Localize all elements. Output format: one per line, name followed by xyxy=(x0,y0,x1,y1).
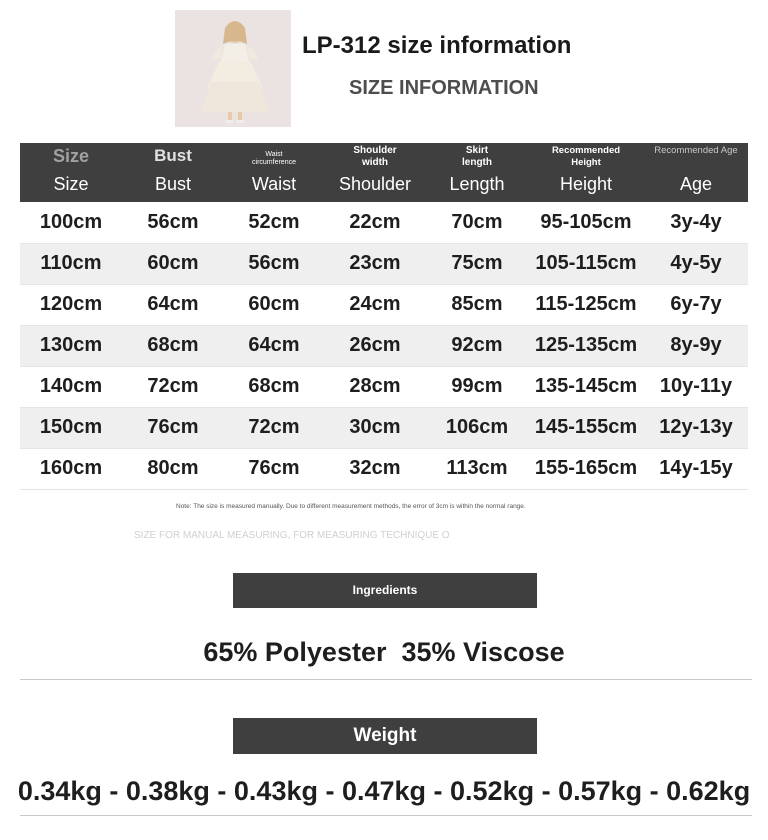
product-photo xyxy=(175,10,291,127)
table-row xyxy=(20,202,748,243)
cell-length: 92cm xyxy=(426,325,528,366)
cell-size: 110cm xyxy=(20,243,122,284)
cell-waist: 52cm xyxy=(224,202,324,243)
girl-dress-illustration xyxy=(175,10,291,127)
weight-values: 0.34kg - 0.38kg - 0.43kg - 0.47kg - 0.52kg - 0.57kg - 0.62kg xyxy=(17,776,751,806)
cell-age: 12y-13y xyxy=(644,407,748,448)
cell-shoulder: 24cm xyxy=(324,284,426,325)
cell-shoulder: 32cm xyxy=(324,448,426,489)
column-header-length-label: Length xyxy=(449,174,505,194)
cell-shoulder: 28cm xyxy=(324,366,426,407)
cell-length: 70cm xyxy=(426,202,528,243)
fabric-composition: 65% Polyester 35% Viscose xyxy=(203,637,565,667)
cell-age: 14y-15y xyxy=(644,448,748,489)
cell-length: 85cm xyxy=(426,284,528,325)
cell-size: 120cm xyxy=(20,284,122,325)
ingredients-heading: Ingredients xyxy=(233,573,537,608)
faint-watermark-text: SIZE FOR MANUAL MEASURING, FOR MEASURING TECHNIQUE O xyxy=(134,530,450,541)
table-row xyxy=(20,366,748,407)
cell-length: 106cm xyxy=(426,407,528,448)
divider xyxy=(20,679,752,680)
cell-height: 125-135cm xyxy=(528,325,644,366)
column-header-waist-label: Waist xyxy=(251,174,297,194)
column-header-length-top: Skirt length xyxy=(462,145,492,168)
column-header-height-label: Height xyxy=(559,174,613,194)
column-header-size-label: Size xyxy=(53,174,89,194)
column-header-size-top: Size xyxy=(52,146,90,166)
cell-shoulder: 30cm xyxy=(324,407,426,448)
column-header-waist-top: Waist circumference xyxy=(252,151,296,166)
column-header-shoulder-label: Shoulder xyxy=(338,174,412,194)
table-row xyxy=(20,243,748,284)
page-title: LP-312 size information xyxy=(302,32,572,59)
cell-shoulder: 26cm xyxy=(324,325,426,366)
table-row xyxy=(20,448,748,489)
cell-waist: 64cm xyxy=(224,325,324,366)
column-header-shoulder-top: Shoulder width xyxy=(353,145,397,168)
cell-waist: 72cm xyxy=(224,407,324,448)
table-row xyxy=(20,325,748,366)
cell-size: 100cm xyxy=(20,202,122,243)
weight-heading: Weight xyxy=(233,718,537,754)
column-header-waist xyxy=(224,143,324,202)
cell-age: 6y-7y xyxy=(644,284,748,325)
cell-bust: 64cm xyxy=(122,284,224,325)
cell-age: 8y-9y xyxy=(644,325,748,366)
column-header-height xyxy=(528,143,644,202)
column-header-age-label: Age xyxy=(679,174,713,194)
cell-bust: 68cm xyxy=(122,325,224,366)
cell-height: 155-165cm xyxy=(528,448,644,489)
cell-size: 130cm xyxy=(20,325,122,366)
cell-height: 135-145cm xyxy=(528,366,644,407)
cell-size: 140cm xyxy=(20,366,122,407)
column-header-shoulder xyxy=(324,143,426,202)
cell-age: 3y-4y xyxy=(644,202,748,243)
cell-age: 10y-11y xyxy=(644,366,748,407)
cell-bust: 80cm xyxy=(122,448,224,489)
column-header-height-top: Recommended Height xyxy=(551,145,621,168)
column-header-length xyxy=(426,143,528,202)
cell-length: 75cm xyxy=(426,243,528,284)
cell-shoulder: 23cm xyxy=(324,243,426,284)
cell-size: 150cm xyxy=(20,407,122,448)
cell-length: 99cm xyxy=(426,366,528,407)
column-header-age-top: Recommended Age xyxy=(654,145,738,156)
column-header-age xyxy=(644,143,748,202)
cell-size: 160cm xyxy=(20,448,122,489)
cell-waist: 76cm xyxy=(224,448,324,489)
cell-length: 113cm xyxy=(426,448,528,489)
cell-bust: 60cm xyxy=(122,243,224,284)
column-header-size xyxy=(20,143,122,202)
divider xyxy=(20,815,752,816)
measurement-note: Note: The size is measured manually. Due to different measurement methods, the error of 3cm is within the normal range. xyxy=(176,503,526,510)
cell-bust: 72cm xyxy=(122,366,224,407)
column-header-bust-top: Bust xyxy=(154,146,192,165)
cell-waist: 56cm xyxy=(224,243,324,284)
cell-shoulder: 22cm xyxy=(324,202,426,243)
cell-waist: 60cm xyxy=(224,284,324,325)
cell-bust: 76cm xyxy=(122,407,224,448)
page-subtitle: SIZE INFORMATION xyxy=(349,77,539,99)
column-header-bust xyxy=(122,143,224,202)
cell-age: 4y-5y xyxy=(644,243,748,284)
cell-height: 115-125cm xyxy=(528,284,644,325)
table-header-row xyxy=(20,143,748,202)
cell-height: 95-105cm xyxy=(528,202,644,243)
cell-waist: 68cm xyxy=(224,366,324,407)
column-header-bust-label: Bust xyxy=(154,174,192,194)
size-table xyxy=(20,143,748,490)
table-row xyxy=(20,407,748,448)
table-row xyxy=(20,284,748,325)
cell-height: 105-115cm xyxy=(528,243,644,284)
cell-bust: 56cm xyxy=(122,202,224,243)
cell-height: 145-155cm xyxy=(528,407,644,448)
